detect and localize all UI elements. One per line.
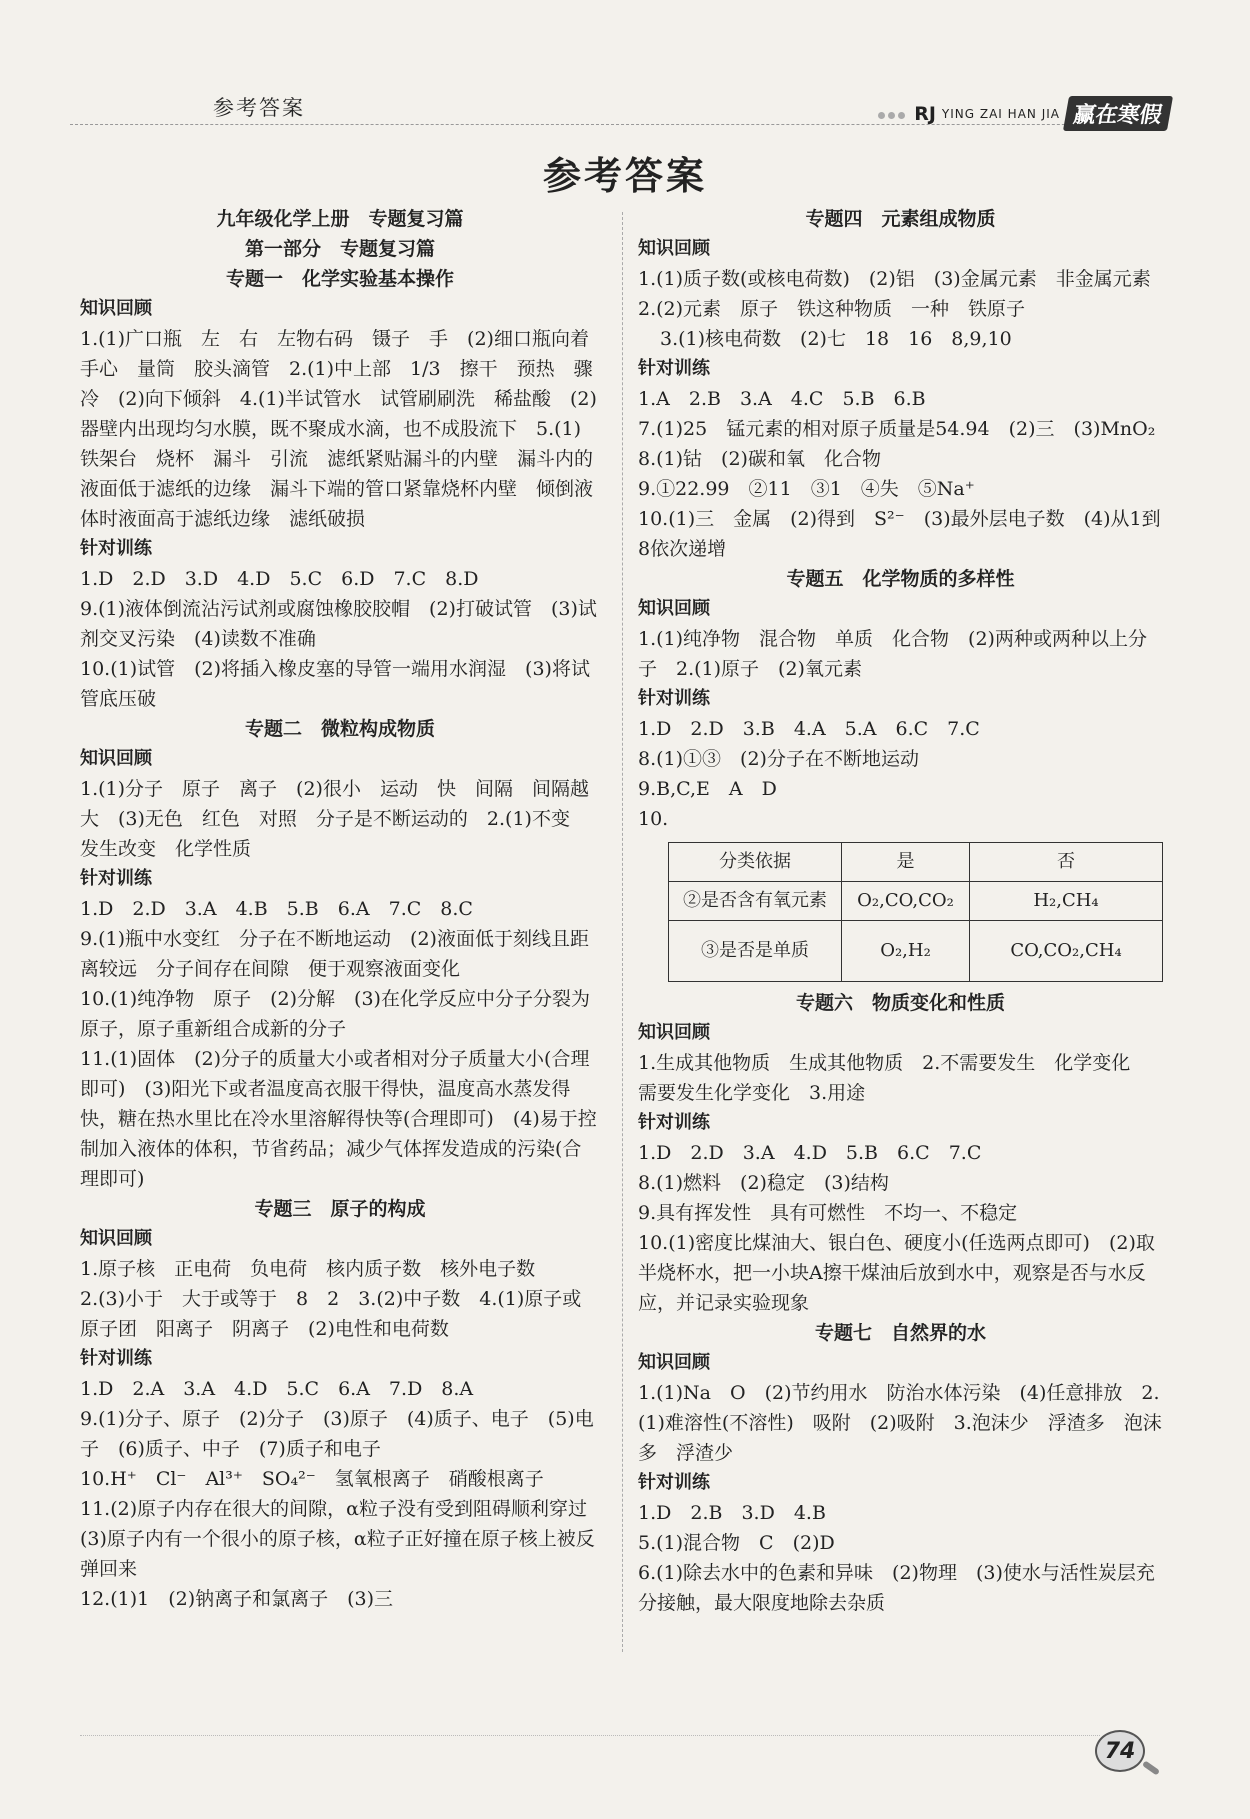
answer-line: 8.(1)钴 (2)碳和氧 化合物 [638, 448, 881, 470]
answer-line: 9.具有挥发性 具有可燃性 不均一、不稳定 [638, 1202, 1018, 1224]
section-label: 知识回顾 [80, 1228, 152, 1249]
section-label: 知识回顾 [638, 1352, 710, 1373]
classification-table [668, 842, 1163, 982]
topic-heading: 专题六 物质变化和性质 [795, 992, 1005, 1014]
table-header: 否 [970, 843, 1163, 882]
answer-line: 1.D 2.D 3.B 4.A 5.A 6.C 7.C [638, 718, 980, 740]
answer-line: 9.(1)液体倒流沾污试剂或腐蚀橡胶胶帽 (2)打破试管 (3)试剂交叉污染 (4)读数不准确 [80, 598, 597, 650]
answer-line: 9.B,C,E A D [638, 778, 777, 800]
answer-line: 10.(1)三 金属 (2)得到 S²⁻ (3)最外层电子数 (4)从1到8依次递增 [638, 508, 1161, 560]
answer-line: 3.(1)核电荷数 (2)七 18 16 8,9,10 [660, 328, 1012, 350]
answer-line: 5.(1)混合物 C (2)D [638, 1532, 835, 1554]
answer-line: 10.(1)密度比煤油大、银白色、硬度小(任选两点即可) (2)取半烧杯水，把一小块A擦干煤油后放到水中，观察是否与水反应，并记录实验现象 [638, 1232, 1155, 1314]
answer-line: 10. [638, 808, 669, 830]
topic-heading: 专题五 化学物质的多样性 [786, 568, 1015, 590]
answer-line: 9.①22.99 ②11 ③1 ④失 ⑤Na⁺ [638, 478, 975, 500]
answer-line: 1.(1)纯净物 混合物 单质 化合物 (2)两种或两种以上分子 2.(1)原子 (2)氧元素 [638, 628, 1147, 680]
topic-heading: 专题一 化学实验基本操作 [225, 268, 454, 290]
table-header: 分类依据 [669, 843, 842, 882]
topic-heading: 专题七 自然界的水 [814, 1322, 986, 1344]
section-label: 知识回顾 [638, 1022, 710, 1043]
section-label: 知识回顾 [638, 238, 710, 259]
section-label: 针对训练 [638, 1472, 710, 1493]
section-label: 针对训练 [80, 538, 152, 559]
table-cell: O₂,H₂ [842, 921, 970, 982]
answer-line: 1.(1)Na O (2)节约用水 防治水体污染 (4)任意排放 2.(1)难溶性(不溶性) 吸附 (2)吸附 3.泡沫少 浮渣多 泡沫多 浮渣少 [638, 1382, 1162, 1464]
table-row [669, 921, 1163, 982]
topic-heading: 专题三 原子的构成 [254, 1198, 426, 1220]
answer-line: 11.(2)原子内存在很大的间隙，α粒子没有受到阻碍顺利穿过 (3)原子内有一个很小的原子核，α粒子正好撞在原子核上被反弹回来 [80, 1498, 606, 1580]
book-heading: 九年级化学上册 专题复习篇 [216, 208, 464, 230]
section-label: 知识回顾 [80, 748, 152, 769]
answer-line: 2.(3)小于 大于或等于 8 2 3.(2)中子数 4.(1)原子或原子团 阳离子 阴离子 (2)电性和电荷数 [80, 1288, 582, 1340]
answer-line: 11.(1)固体 (2)分子的质量大小或者相对分子质量大小(合理即可) (3)阳光下或者温度高衣服干得快，温度高水蒸发得快，糖在热水里比在冷水里溶解得快等(合理即可) (4)易于控制加入液体的体积，节省药品；减少气体挥发造成的污染(合理即可) [80, 1048, 597, 1190]
topic-heading: 专题二 微粒构成物质 [244, 718, 435, 740]
header-brand [878, 96, 1170, 131]
column-divider [622, 212, 623, 1652]
answer-line: 10.(1)纯净物 原子 (2)分解 (3)在化学反应中分子分裂为原子，原子重新组合成新的分子 [80, 988, 590, 1040]
page-number: 74 [1095, 1730, 1145, 1772]
table-cell: O₂,CO,CO₂ [842, 882, 970, 921]
answer-line: 1.D 2.D 3.A 4.D 5.B 6.C 7.C [638, 1142, 982, 1164]
brand-pinyin: YING ZAI HAN JIA [941, 106, 1060, 121]
dots-icon [878, 104, 908, 123]
header-section-label: 参考答案 [213, 96, 305, 120]
answer-line: 8.(1)燃料 (2)稳定 (3)结构 [638, 1172, 889, 1194]
left-column [80, 204, 606, 1614]
answer-line: 10.H⁺ Cl⁻ Al³⁺ SO₄²⁻ 氢氧根离子 硝酸根离子 [80, 1468, 544, 1490]
right-column [638, 204, 1170, 1618]
answer-line: 1.A 2.B 3.A 4.C 5.B 6.B [638, 388, 926, 410]
table-header: 是 [842, 843, 970, 882]
answer-line: 1.D 2.B 3.D 4.B [638, 1502, 826, 1524]
topic-heading: 专题四 元素组成物质 [805, 208, 996, 230]
table-cell: ②是否含有氧元素 [669, 882, 842, 921]
answer-line: 8.(1)①③ (2)分子在不断地运动 [638, 748, 919, 770]
edition-label: RJ [914, 102, 936, 125]
section-label: 知识回顾 [80, 298, 152, 319]
magnifier-icon [1142, 1760, 1160, 1775]
footer-rule [80, 1735, 1100, 1736]
table-cell: ③是否是单质 [669, 921, 842, 982]
section-label: 针对训练 [638, 358, 710, 379]
page-title: 参考答案 [542, 153, 707, 198]
answer-line: 1.(1)分子 原子 离子 (2)很小 运动 快 间隔 间隔越大 (3)无色 红色 对照 分子是不断运动的 2.(1)不变 发生改变 化学性质 [80, 778, 589, 860]
answer-line: 12.(1)1 (2)钠离子和氯离子 (3)三 [80, 1588, 394, 1610]
section-label: 针对训练 [80, 868, 152, 889]
brand-logo: 赢在寒假 [1063, 96, 1173, 131]
answer-line: 1.生成其他物质 生成其他物质 2.不需要发生 化学变化 需要发生化学变化 3.用途 [638, 1052, 1150, 1104]
answer-line: 6.(1)除去水中的色素和异味 (2)物理 (3)使水与活性炭层充分接触，最大限度地除去杂质 [638, 1562, 1155, 1614]
answer-line: 9.(1)分子、原子 (2)分子 (3)原子 (4)质子、电子 (5)电子 (6)质子、中子 (7)质子和电子 [80, 1408, 594, 1460]
answer-line: 1.D 2.D 3.A 4.B 5.B 6.A 7.C 8.C [80, 898, 473, 920]
answer-line: 9.(1)瓶中水变红 分子在不断地运动 (2)液面低于刻线且距离较远 分子间存在间隙 便于观察液面变化 [80, 928, 589, 980]
part-heading: 第一部分 专题复习篇 [244, 238, 435, 260]
section-label: 知识回顾 [638, 598, 710, 619]
answer-line: 10.(1)试管 (2)将插入橡皮塞的导管一端用水润湿 (3)将试管底压破 [80, 658, 590, 710]
answer-line: 1.原子核 正电荷 负电荷 核内质子数 核外电子数 [80, 1258, 536, 1280]
section-label: 针对训练 [80, 1348, 152, 1369]
answer-line: 1.D 2.D 3.D 4.D 5.C 6.D 7.C 8.D [80, 568, 479, 590]
section-label: 针对训练 [638, 688, 710, 709]
answer-line: 7.(1)25 锰元素的相对原子质量是54.94 (2)三 (3)MnO₂ [638, 418, 1156, 440]
table-cell: H₂,CH₄ [970, 882, 1163, 921]
section-label: 针对训练 [638, 1112, 710, 1133]
table-row [669, 882, 1163, 921]
table-cell: CO,CO₂,CH₄ [970, 921, 1163, 982]
table-header-row [669, 843, 1163, 882]
answer-line: 1.(1)质子数(或核电荷数) (2)铝 (3)金属元素 非金属元素 2.(2)元素 原子 铁这种物质 一种 铁原子 [638, 268, 1170, 320]
answer-line: 1.D 2.A 3.A 4.D 5.C 6.A 7.D 8.A [80, 1378, 474, 1400]
answer-line: 1.(1)广口瓶 左 右 左物右码 镊子 手 (2)细口瓶向着手心 量筒 胶头滴管 2.(1)中上部 1/3 擦干 预热 骤冷 (2)向下倾斜 4.(1)半试管水 试管刷刷洗 稀盐酸 (2)器壁内出现均匀水膜，既不聚成水滴，也不成股流下 5.(1)铁架台 烧杯 漏斗 引流 滤纸紧贴漏斗的内壁 漏斗内的液面低于滤纸的边缘 漏斗下端的管口紧靠烧杯内壁 倾倒液体时液面高于滤纸边缘 滤纸破损 [80, 328, 597, 530]
